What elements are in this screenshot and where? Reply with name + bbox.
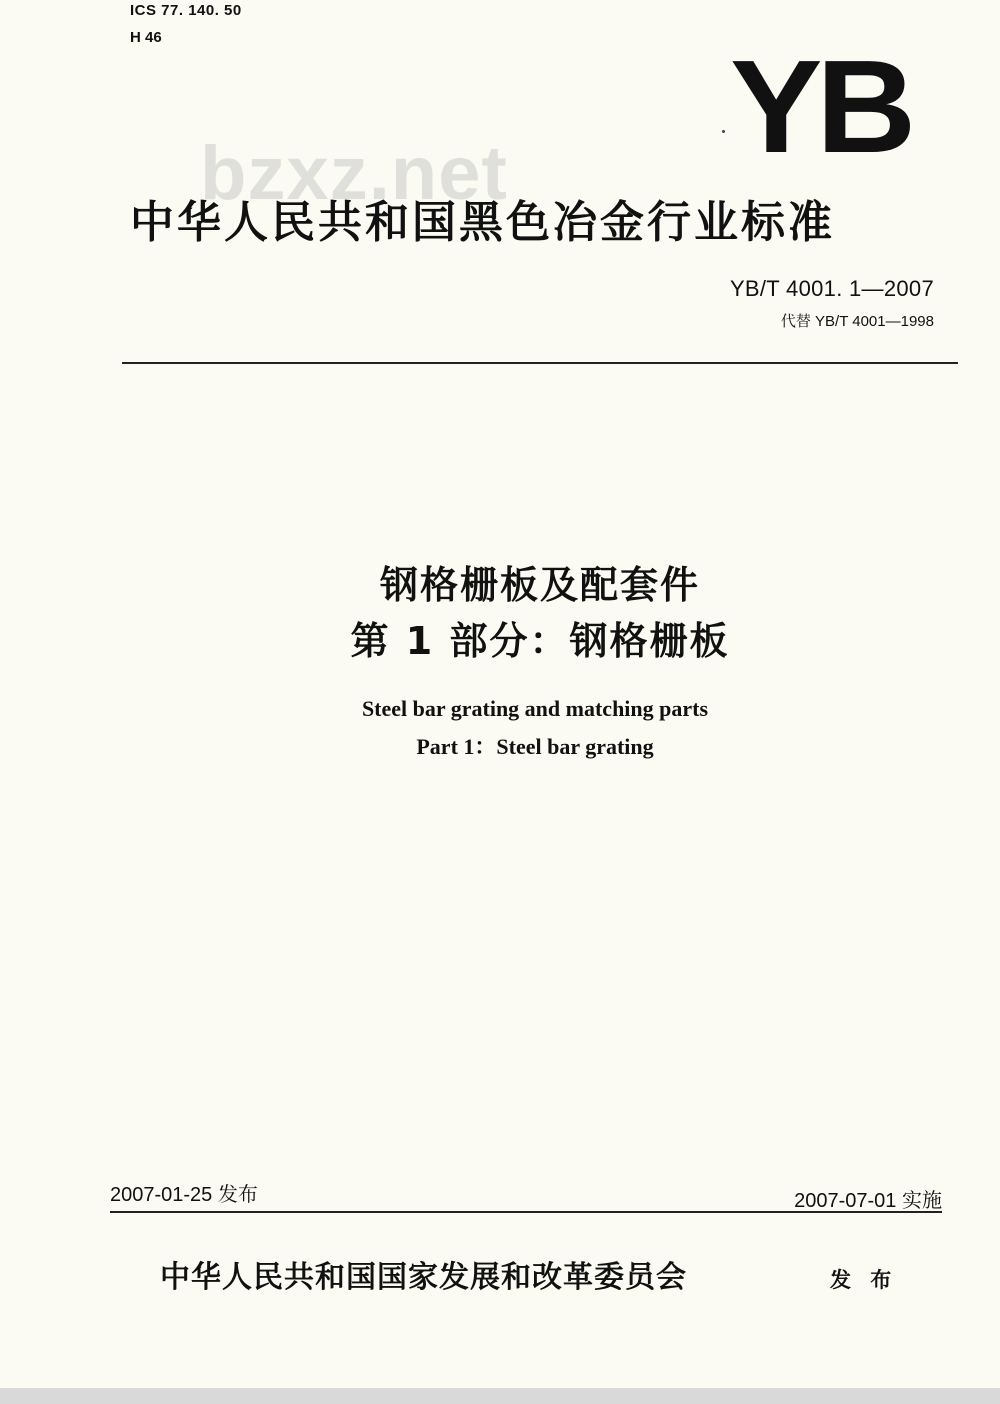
issuing-authority: 中华人民共和国国家发展和改革委员会 [160, 1260, 687, 1295]
chinese-title-line2: 第 1 部分：钢格栅板 [350, 619, 730, 663]
implementation-date: 2007-07-01 实施 [794, 1190, 942, 1212]
yb-logo: YB [730, 33, 910, 180]
scan-speck [722, 130, 725, 133]
issue-date: 2007-01-25 发布 [110, 1184, 258, 1206]
replaced-standard: 代替 YB/T 4001—1998 [780, 313, 934, 330]
english-title-line2: Part 1：Steel bar grating [416, 734, 654, 759]
ics-code: ICS 77. 140. 50 [130, 2, 242, 19]
english-title-line1: Steel bar grating and matching parts [361, 696, 709, 721]
header-divider [122, 362, 958, 364]
organization-title: 中华人民共和国黑色冶金行业标准 [130, 197, 835, 248]
issue-label: 发 布 [830, 1267, 898, 1292]
standard-number: YB/T 4001. 1—2007 [729, 276, 934, 301]
chinese-title-line1: 钢格栅板及配套件 [379, 563, 700, 607]
footer-divider [110, 1211, 942, 1213]
classification-code: H 46 [130, 29, 162, 46]
page-bottom-strip [0, 1388, 1000, 1404]
watermark: bzxz.net [200, 131, 508, 216]
